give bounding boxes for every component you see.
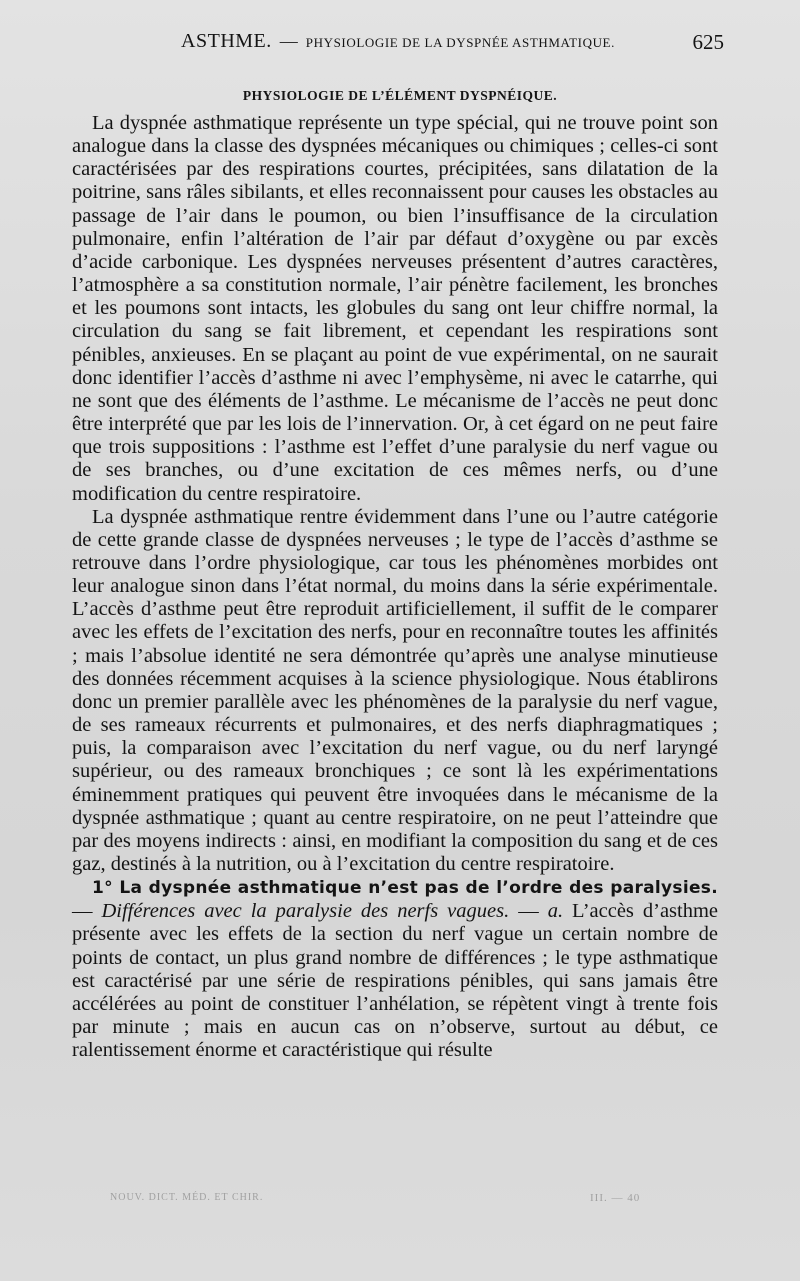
footer-signature: NOUV. DICT. MÉD. ET CHIR. — [110, 1192, 264, 1203]
section-title: PHYSIOLOGIE DE L’ÉLÉMENT DYSPNÉIQUE. — [242, 88, 558, 103]
subsection-dash-2: — — [509, 900, 548, 923]
subsection-marker: a. — [547, 900, 564, 923]
body-text — [72, 112, 718, 1062]
subsection-text: L’accès d’asthme présente avec les effets de la section du nerf vague un certain nombre de points de contact, un plus grand nombre de différences ; le type asthmatique est caractérisé par une série de respirations pénibles, qui sans jamais être accélérées au point de constituer l’anhélation, se répètent vingt à trente fois par minute ; mais en aucun cas on n’observe, surtout au début, ce ralentissement énorme et caractéristique qui résulte — [72, 900, 719, 1062]
subsection-subheading: Différences avec la paralysie des nerfs vagues. — [101, 900, 510, 923]
running-header-text — [72, 30, 724, 53]
paragraph-2: La dyspnée asthmatique rentre évidemment dans l’une ou l’autre catégorie de cette grande classe de dyspnées nerveuses ; le type de l’accès d’asthme se retrouve dans l’ordre physiologique, car tous les phénomènes morbides ont leur analogue sinon dans l’état normal, du moins dans la série expérimentale. L’accès d’asthme peut être reproduit artificiellement, il suffit de le comparer avec les effets de l’excitation des nerfs, pour en reconnaître toutes les affinités ; mais l’absolue identité ne sera démontrée qu’après une analyse minutieuse des données récemment acquises à la science physiologique. Nous établirons donc un premier parallèle avec les phénomènes de la paralysie du nerf vague, de ses rameaux récurrents et pulmonaires, et des nerfs diaphragmatiques ; puis, la comparaison avec l’excitation du nerf vague, ou du nerf laryngé supérieur, ou des rameaux bronchiques ; ce sont là les expérimentations éminemment pratiques qui peuvent être invoquées dans le mécanisme de la dyspnée asthmatique ; quant au centre respiratoire, on ne peut l’atteindre que par des moyens indirects : ainsi, en modifiant la composition du sang et de ces gaz, destinés à la nutrition, ou à l’excitation du centre respiratoire. — [72, 505, 718, 875]
subsection-heading: 1° La dyspnée asthmatique n’est pas de l’ordre des paralysies. — [92, 878, 718, 899]
paragraph-1: La dyspnée asthmatique représente un type spécial, qui ne trouve point son analogue dans la classe des dyspnées mécaniques ou chimiques ; celles-ci sont caractérisées par des respirations courtes, précipitées, sans dilatation de la poitrine, sans râles sibilants, et elles reconnaissent pour causes les obstacles au passage de l’air dans le poumon, ou bien l’insuffisance de la circulation pulmonaire, enfin l’altération de l’air par défaut d’oxygène ou par excès d’acide carbonique. Les dyspnées nerveuses présentent d’autres caractères, l’atmosphère a sa constitution normale, l’air pénètre facilement, les bronches et les poumons sont intacts, les globules du sang ont leur chiffre normal, la circulation du sang se fait librement, et cependant les respirations sont pénibles, anxieuses. En se plaçant au point de vue expérimental, on ne saurait donc identifier l’accès d’asthme ni avec l’emphysème, ni avec le catarrhe, qui ne sont que des éléments de l’asthme. Le mécanisme de l’accès ne peut donc être interprété que par les lois de l’innervation. Or, à cet égard on ne peut faire que trois suppositions : l’asthme est l’effet d’une paralysie du nerf vague ou de ses branches, ou d’une excitation de ces mêmes nerfs, ou d’une modification du centre respiratoire. — [72, 112, 718, 505]
footer-sheet-number: III. — 40 — [590, 1192, 641, 1204]
subsection-dash-1: — — [72, 900, 102, 923]
page-number: 625 — [692, 30, 724, 54]
running-title: ASTHME. — [181, 30, 272, 52]
running-header — [72, 30, 724, 56]
running-dash: — — [279, 31, 298, 51]
running-subtitle: PHYSIOLOGIE DE LA DYSPNÉE ASTHMATIQUE. — [305, 35, 615, 50]
paragraph-3 — [72, 876, 718, 1062]
